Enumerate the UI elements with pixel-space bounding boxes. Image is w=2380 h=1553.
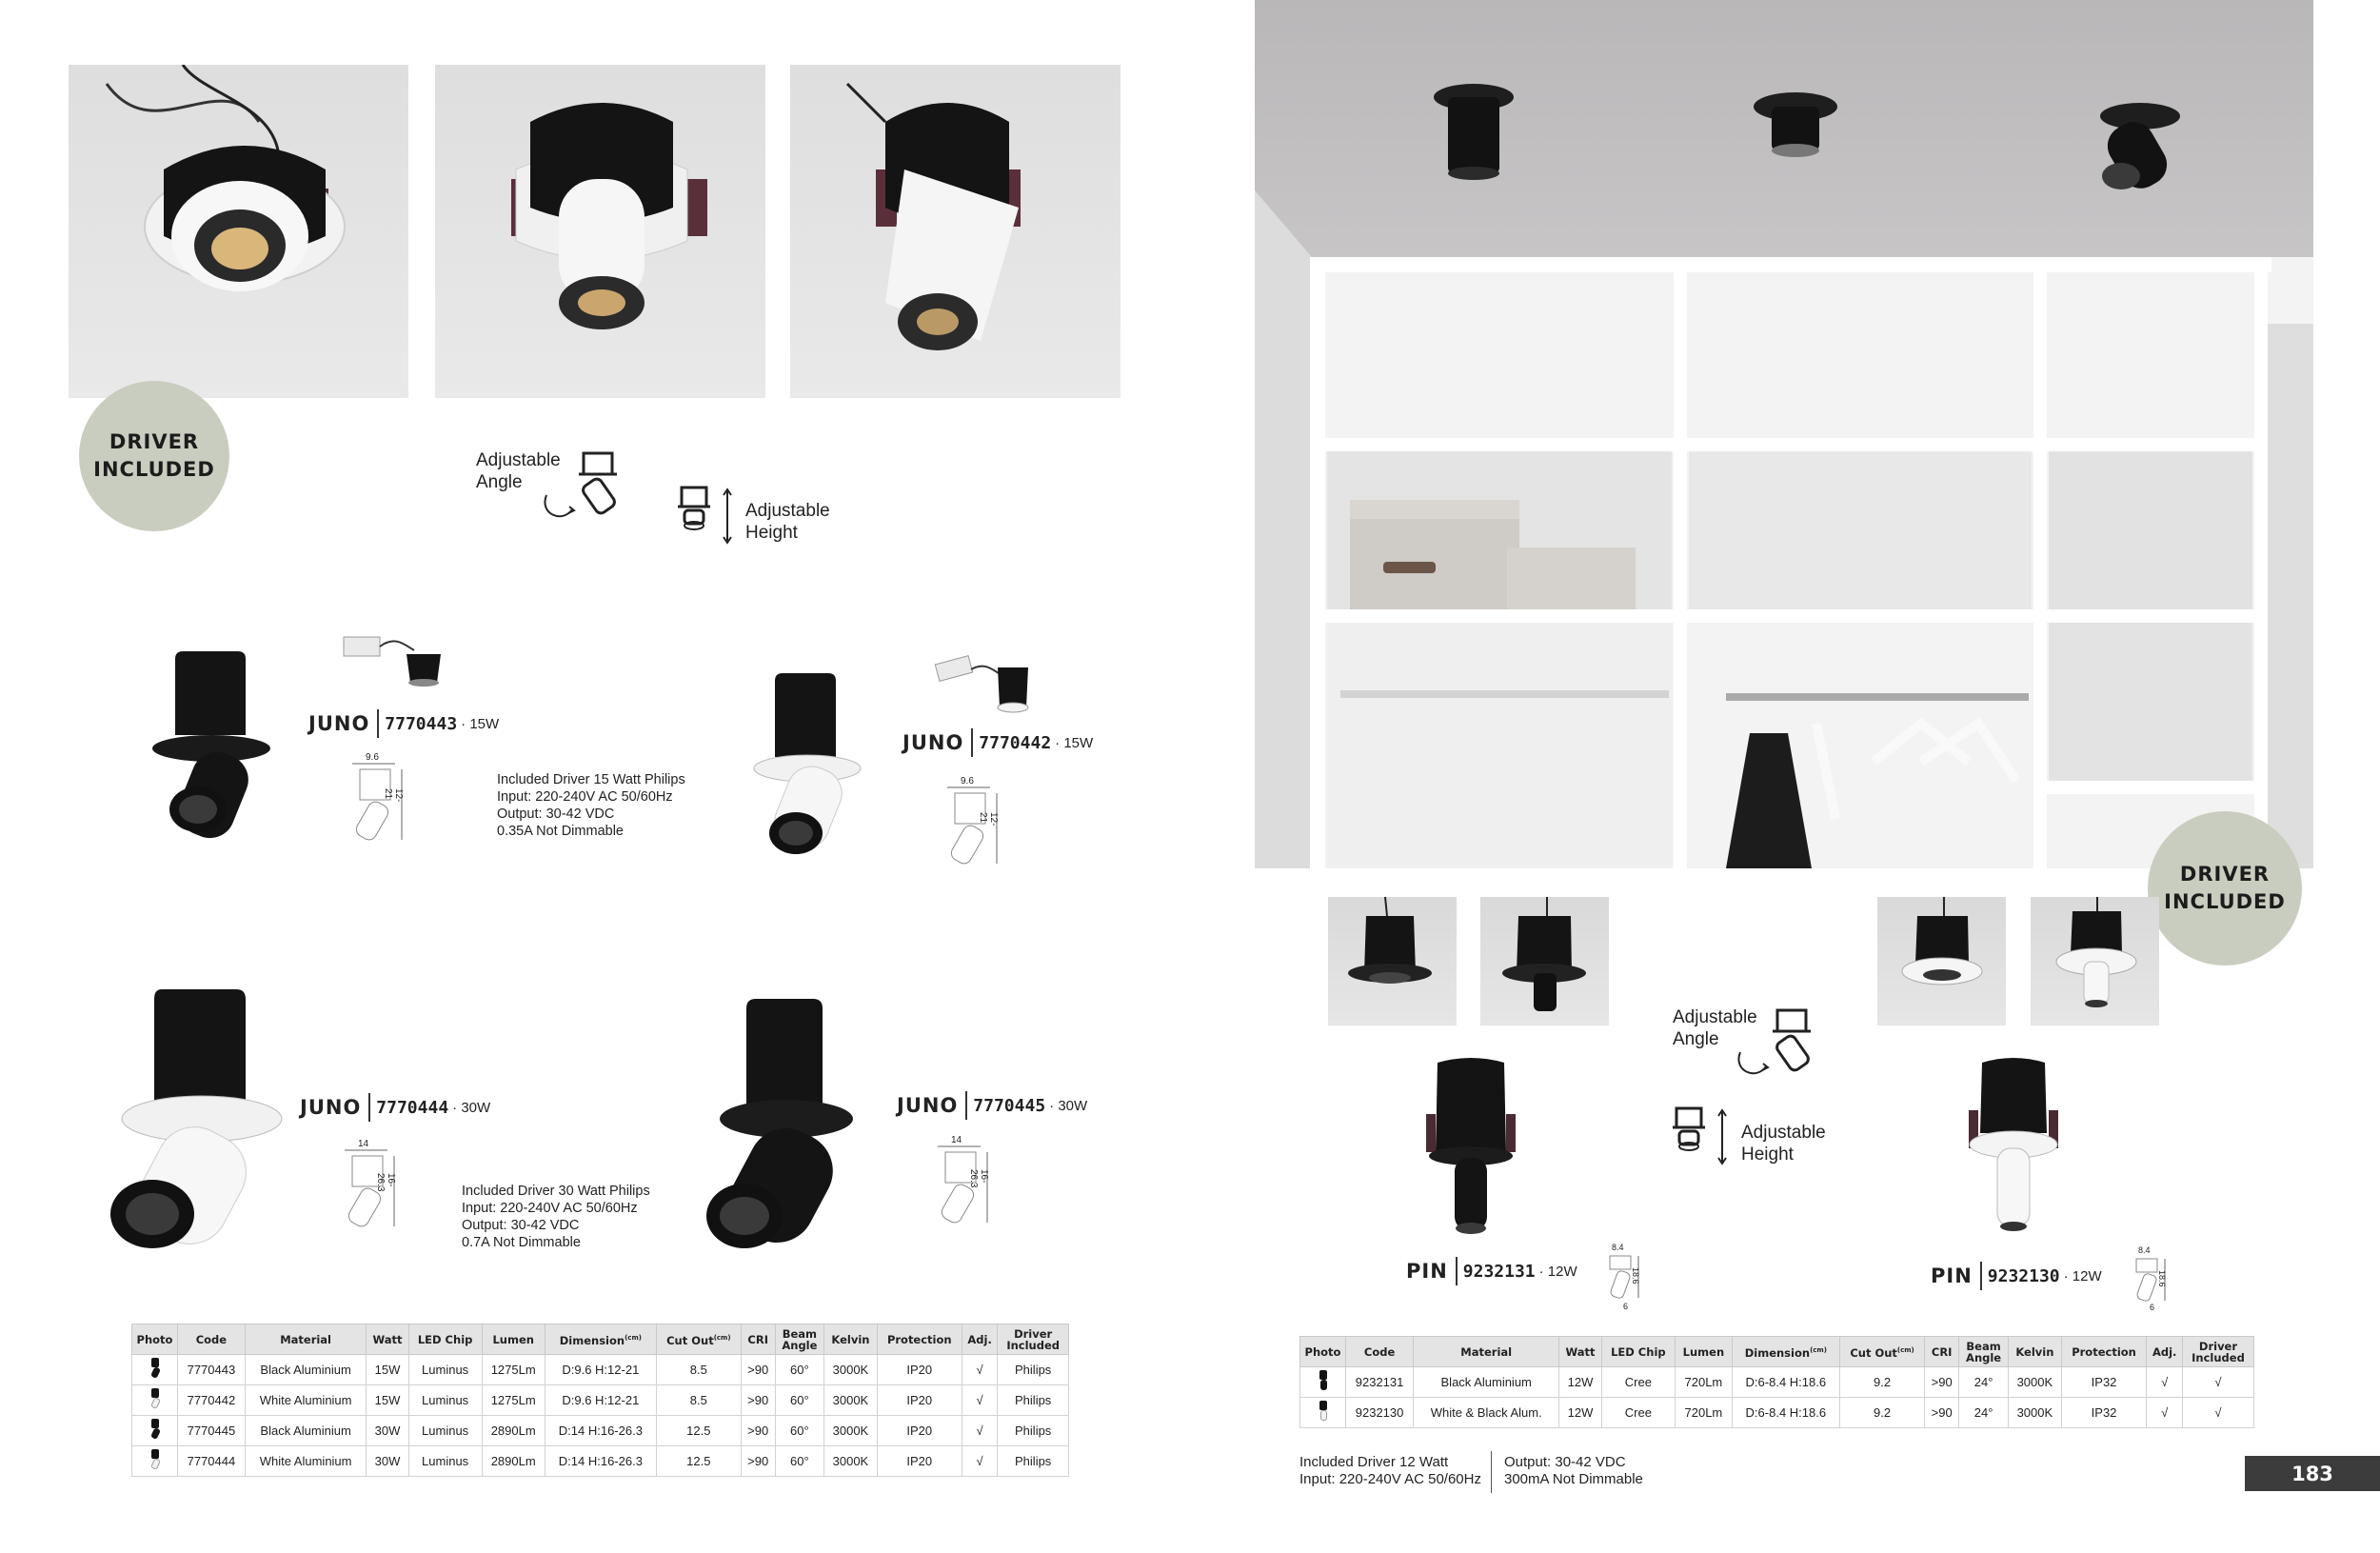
cell-code: 9232130 [1346,1398,1414,1428]
cell-dimension: D:9.6 H:12-21 [545,1355,656,1385]
cell-led-chip: Luminus [408,1385,482,1416]
juno-7770443-title: JUNO 7770443 · 15W [308,709,499,738]
pin-9232131-title: PIN 9232131 · 12W [1406,1257,1577,1285]
product-thumbnail-icon [132,1446,178,1477]
cell-beam: 60° [775,1416,824,1446]
juno-7770445-dimension-drawing: 14 16-26.3 [928,1135,1004,1230]
cell-cut-out: 8.5 [656,1385,741,1416]
adjustable-angle-label: Adjustable Angle [476,450,561,492]
product-thumbnail-icon [132,1385,178,1416]
cell-cut-out: 9.2 [1839,1367,1924,1398]
pin-table-body [1300,1367,2254,1428]
cell-cri: >90 [1925,1398,1959,1428]
table-header-row: Photo Code Material Watt LED Chip Lumen Dimension$^{(cm)}$ Cut Out$^{(cm)}$ CRI Beam Angle Kelvin Protection Adj. Driver Included [132,1324,1069,1355]
cell-material: White & Black Alum. [1414,1398,1559,1428]
juno-photo-tilted-white [435,65,765,398]
cell-driver: Philips [998,1416,1069,1446]
cell-code: 7770442 [178,1385,246,1416]
cell-kelvin: 3000K [2009,1398,2062,1428]
cell-beam: 60° [775,1446,824,1477]
cell-code: 7770443 [178,1355,246,1385]
table-row [1300,1367,2254,1398]
cell-cut-out: 12.5 [656,1446,741,1477]
cell-led-chip: Luminus [408,1446,482,1477]
cell-kelvin: 3000K [824,1355,877,1385]
juno-7770442-product-image [733,671,876,876]
badge-line-1: DRIVER [2179,863,2271,886]
cell-cri: >90 [1925,1367,1959,1398]
cell-protection: IP32 [2061,1398,2147,1428]
juno-spec-table [131,1324,1069,1477]
cell-kelvin: 3000K [2009,1367,2062,1398]
adjustable-angle-label-right: Adjustable Angle [1673,1007,1757,1049]
juno-7770443-dimension-drawing: 9.6 12-21 [343,752,419,847]
pin-9232131-product-image [1418,1057,1523,1238]
cell-driver: Philips [998,1446,1069,1477]
juno-table-body [132,1355,1069,1477]
cell-watt: 30W [367,1446,408,1477]
cell-lumen: 1275Lm [482,1355,545,1385]
cell-watt: 15W [367,1355,408,1385]
cell-material: White Aluminium [245,1446,367,1477]
driver-included-badge-right [2148,811,2302,966]
juno-7770442-driver-image [933,650,1038,717]
cell-beam: 24° [1959,1398,2009,1428]
table-row [132,1416,1069,1446]
cell-kelvin: 3000K [824,1446,877,1477]
cell-led-chip: Cree [1601,1398,1675,1428]
product-thumbnail-icon [132,1355,178,1385]
cell-adj: √ [962,1416,997,1446]
product-thumbnail-icon [132,1416,178,1446]
juno-photo-extended-white [790,65,1121,398]
cell-code: 9232131 [1346,1367,1414,1398]
cell-kelvin: 3000K [824,1416,877,1446]
product-thumbnail-icon [1300,1367,1346,1398]
cell-material: Black Aluminium [245,1355,367,1385]
juno-30w-driver-note: Included Driver 30 Watt Philips Input: 220-240V AC 50/60Hz Output: 30-42 VDC 0.7A Not Dimmable [462,1184,650,1250]
cell-beam: 60° [775,1385,824,1416]
cell-cut-out: 9.2 [1839,1398,1924,1428]
cell-dimension: D:14 H:16-26.3 [545,1446,656,1477]
badge-line-2: INCLUDED [2164,890,2286,913]
juno-photo-downlight [69,65,408,398]
pin-driver-note-left: Included Driver 12 Watt Input: 220-240V AC 50/60Hz [1299,1454,1481,1487]
cell-led-chip: Luminus [408,1416,482,1446]
cell-adj: √ [962,1446,997,1477]
cell-dimension: D:9.6 H:12-21 [545,1385,656,1416]
footnote-divider [1491,1451,1492,1493]
pin-photo-1 [1328,897,1457,1025]
cell-beam: 60° [775,1355,824,1385]
adjustable-height-icon [676,484,738,546]
pin-driver-note-right: Output: 30-42 VDC 300mA Not Dimmable [1504,1454,1643,1487]
cell-watt: 12W [1559,1398,1601,1428]
cell-material: Black Aluminium [245,1416,367,1446]
juno-7770442-dimension-drawing: 9.6 12-21 [938,776,1014,871]
driver-included-badge [79,381,229,531]
cell-lumen: 2890Lm [482,1416,545,1446]
cell-code: 7770444 [178,1446,246,1477]
cell-watt: 15W [367,1385,408,1416]
pin-9232130-title: PIN 9232130 · 12W [1931,1262,2102,1290]
table-row [132,1355,1069,1385]
cell-watt: 30W [367,1416,408,1446]
cell-material: White Aluminium [245,1385,367,1416]
cell-protection: IP32 [2061,1367,2147,1398]
cell-protection: IP20 [877,1446,962,1477]
cell-cut-out: 12.5 [656,1416,741,1446]
wardrobe-lifestyle-photo [1255,0,2313,868]
table-row [1300,1398,2254,1428]
cell-kelvin: 3000K [824,1385,877,1416]
cell-lumen: 1275Lm [482,1385,545,1416]
cell-cri: >90 [741,1446,775,1477]
juno-7770444-dimension-drawing: 14 16-26.3 [335,1139,411,1234]
pin-9232130-dimension-drawing: 8.4 18.6 6 [2129,1245,2176,1317]
cell-lumen: 720Lm [1675,1398,1732,1428]
juno-7770443-driver-image [338,626,452,692]
juno-7770443-product-image [133,649,286,854]
cell-material: Black Aluminium [1414,1367,1559,1398]
badge-line-1: DRIVER [109,430,200,453]
pin-photo-2 [1480,897,1609,1025]
cell-protection: IP20 [877,1385,962,1416]
badge-line-2: INCLUDED [93,458,215,481]
table-row [132,1385,1069,1416]
product-thumbnail-icon [1300,1398,1346,1428]
juno-7770444-title: JUNO 7770444 · 30W [300,1093,490,1122]
cell-code: 7770445 [178,1416,246,1446]
cell-driver: √ [2182,1398,2253,1428]
table-header-row: Photo Code Material Watt LED Chip Lumen Dimension$^{(cm)}$ Cut Out$^{(cm)}$ CRI Beam Angle Kelvin Protection Adj. Driver Included [1300,1337,2254,1367]
juno-7770445-product-image [695,995,857,1266]
table-row [132,1446,1069,1477]
cell-beam: 24° [1959,1367,2009,1398]
cell-led-chip: Luminus [408,1355,482,1385]
cell-lumen: 2890Lm [482,1446,545,1477]
juno-7770444-product-image [95,986,305,1262]
cell-cri: >90 [741,1355,775,1385]
pin-spec-table [1299,1336,2254,1428]
adjustable-height-icon-right [1671,1105,1733,1166]
adjustable-angle-icon [529,448,625,524]
pin-photo-3 [1877,897,2006,1025]
adjustable-height-label-right: Adjustable Height [1741,1123,1826,1165]
pin-9232131-dimension-drawing: 8.4 18.6 6 [1602,1243,1650,1314]
cell-driver: Philips [998,1385,1069,1416]
cell-driver: Philips [998,1355,1069,1385]
pin-photo-4 [2031,897,2159,1025]
cell-adj: √ [962,1385,997,1416]
cell-protection: IP20 [877,1416,962,1446]
cell-dimension: D:14 H:16-26.3 [545,1416,656,1446]
cell-cri: >90 [741,1385,775,1416]
cell-protection: IP20 [877,1355,962,1385]
juno-7770445-title: JUNO 7770445 · 30W [897,1091,1087,1120]
cell-lumen: 720Lm [1675,1367,1732,1398]
pin-9232130-product-image [1961,1057,2066,1238]
cell-watt: 12W [1559,1367,1601,1398]
juno-15w-driver-note: Included Driver 15 Watt Philips Input: 220-240V AC 50/60Hz Output: 30-42 VDC 0.35A Not Dimmable [497,772,685,839]
cell-led-chip: Cree [1601,1367,1675,1398]
cell-dimension: D:6-8.4 H:18.6 [1732,1398,1839,1428]
cell-driver: √ [2182,1367,2253,1398]
cell-adj: √ [2147,1398,2183,1428]
adjustable-angle-icon-right [1723,1005,1818,1081]
cell-adj: √ [962,1355,997,1385]
cell-dimension: D:6-8.4 H:18.6 [1732,1367,1839,1398]
page-number: 183 [2245,1456,2380,1491]
adjustable-height-label: Adjustable Height [745,501,830,543]
juno-7770442-title: JUNO 7770442 · 15W [902,728,1093,757]
cell-cri: >90 [741,1416,775,1446]
cell-cut-out: 8.5 [656,1355,741,1385]
cell-adj: √ [2147,1367,2183,1398]
